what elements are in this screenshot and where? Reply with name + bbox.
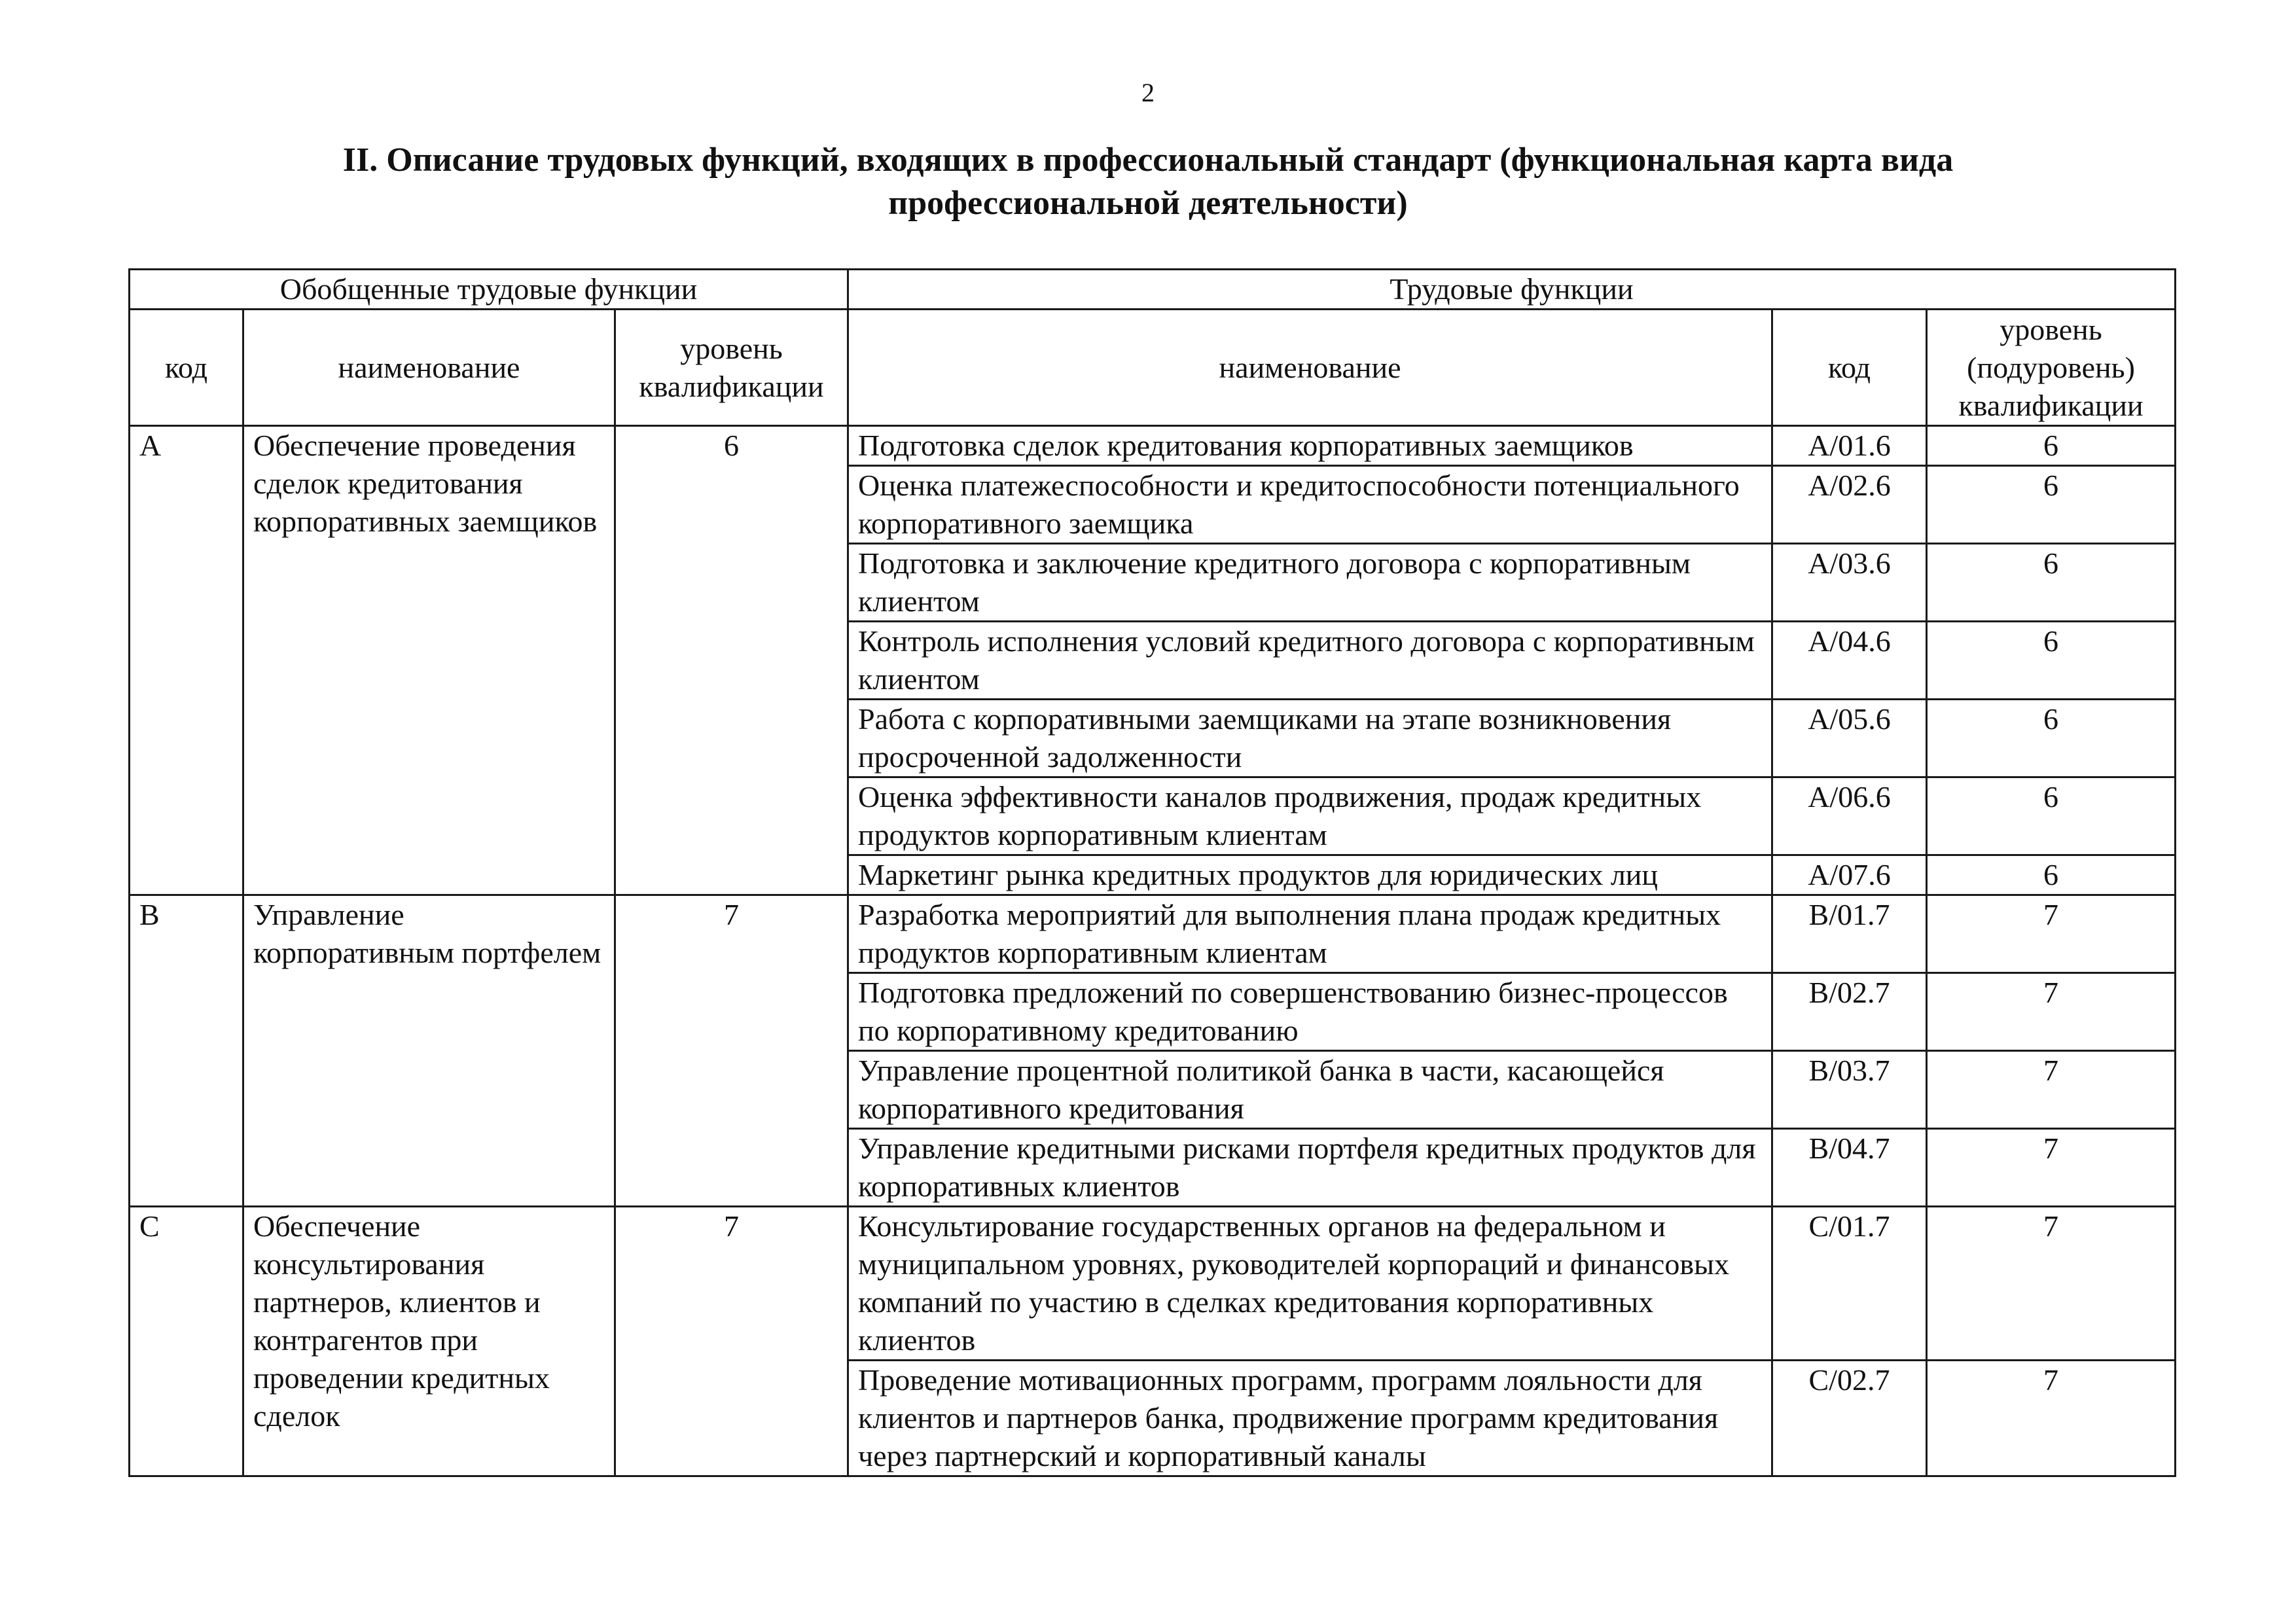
table-body bbox=[130, 426, 2176, 1476]
function-level: 7 bbox=[1927, 1361, 2176, 1476]
header-labor-functions: Трудовые функции bbox=[848, 270, 2176, 310]
function-name: Управление кредитными рисками портфеля кредитных продуктов для корпоративных клиентов bbox=[848, 1129, 1772, 1207]
function-name: Консультирование государственных органов на федеральном и муниципальном уровнях, руководителей корпораций и финансовых компаний по участию в сделках кредитования корпоративных клиентов bbox=[848, 1207, 1772, 1361]
header-generalized-functions: Обобщенные трудовые функции bbox=[130, 270, 848, 310]
function-level: 7 bbox=[1927, 1129, 2176, 1207]
table-row bbox=[130, 1207, 2176, 1361]
table-header bbox=[130, 270, 2176, 426]
function-code: B/02.7 bbox=[1772, 973, 1927, 1051]
function-level: 7 bbox=[1927, 895, 2176, 973]
table-row bbox=[130, 426, 2176, 466]
function-code: A/03.6 bbox=[1772, 544, 1927, 622]
function-name: Подготовка и заключение кредитного договора с корпоративным клиентом bbox=[848, 544, 1772, 622]
function-name: Подготовка предложений по совершенствованию бизнес-процессов по корпоративному кредитованию bbox=[848, 973, 1772, 1051]
function-level: 6 bbox=[1927, 466, 2176, 544]
function-name: Работа с корпоративными заемщиками на этапе возникновения просроченной задолженности bbox=[848, 700, 1772, 777]
header-tf-level: уровень (подуровень) квалификации bbox=[1927, 310, 2176, 426]
table-row bbox=[130, 895, 2176, 973]
function-name: Оценка платежеспособности и кредитоспособности потенциального корпоративного заемщика bbox=[848, 466, 1772, 544]
functional-map-table bbox=[128, 268, 2176, 1477]
function-name: Оценка эффективности каналов продвижения, продаж кредитных продуктов корпоративным клиентам bbox=[848, 777, 1772, 855]
group-code: A bbox=[130, 426, 243, 895]
function-code: A/07.6 bbox=[1772, 855, 1927, 895]
header-gen-code: код bbox=[130, 310, 243, 426]
group-name: Обеспечение консультирования партнеров, клиентов и контрагентов при проведении кредитных сделок bbox=[243, 1207, 615, 1476]
group-level: 7 bbox=[615, 895, 848, 1207]
group-level: 6 bbox=[615, 426, 848, 895]
group-level: 7 bbox=[615, 1207, 848, 1476]
header-group-row bbox=[130, 270, 2176, 310]
function-code: A/02.6 bbox=[1772, 466, 1927, 544]
function-code: A/06.6 bbox=[1772, 777, 1927, 855]
function-level: 6 bbox=[1927, 426, 2176, 466]
header-tf-code: код bbox=[1772, 310, 1927, 426]
function-level: 6 bbox=[1927, 622, 2176, 700]
group-name: Управление корпоративным портфелем bbox=[243, 895, 615, 1207]
function-code: C/01.7 bbox=[1772, 1207, 1927, 1361]
function-level: 7 bbox=[1927, 973, 2176, 1051]
group-name: Обеспечение проведения сделок кредитования корпоративных заемщиков bbox=[243, 426, 615, 895]
header-columns-row bbox=[130, 310, 2176, 426]
header-gen-level: уровень квалификации bbox=[615, 310, 848, 426]
function-code: B/01.7 bbox=[1772, 895, 1927, 973]
function-code: B/04.7 bbox=[1772, 1129, 1927, 1207]
function-name: Управление процентной политикой банка в части, касающейся корпоративного кредитования bbox=[848, 1051, 1772, 1129]
function-name: Проведение мотивационных программ, программ лояльности для клиентов и партнеров банка, продвижение программ кредитования через партнерский и корпоративный каналы bbox=[848, 1361, 1772, 1476]
function-level: 7 bbox=[1927, 1051, 2176, 1129]
function-level: 7 bbox=[1927, 1207, 2176, 1361]
function-code: A/04.6 bbox=[1772, 622, 1927, 700]
function-name: Подготовка сделок кредитования корпоративных заемщиков bbox=[848, 426, 1772, 466]
function-level: 6 bbox=[1927, 855, 2176, 895]
page-number: 2 bbox=[1141, 78, 1155, 107]
group-code: C bbox=[130, 1207, 243, 1476]
function-code: C/02.7 bbox=[1772, 1361, 1927, 1476]
functional-map-table-wrapper bbox=[128, 268, 2174, 1477]
header-gen-name: наименование bbox=[243, 310, 615, 426]
function-level: 6 bbox=[1927, 544, 2176, 622]
page-title: II. Описание трудовых функций, входящих в профессиональный стандарт (функциональная карта вида профессиональной деятельности) bbox=[342, 141, 1954, 222]
function-name: Контроль исполнения условий кредитного договора с корпоративным клиентом bbox=[848, 622, 1772, 700]
header-tf-name: наименование bbox=[848, 310, 1772, 426]
function-level: 6 bbox=[1927, 700, 2176, 777]
group-code: B bbox=[130, 895, 243, 1207]
function-code: A/01.6 bbox=[1772, 426, 1927, 466]
function-level: 6 bbox=[1927, 777, 2176, 855]
function-code: A/05.6 bbox=[1772, 700, 1927, 777]
function-name: Разработка мероприятий для выполнения плана продаж кредитных продуктов корпоративным клиентам bbox=[848, 895, 1772, 973]
function-code: B/03.7 bbox=[1772, 1051, 1927, 1129]
function-name: Маркетинг рынка кредитных продуктов для юридических лиц bbox=[848, 855, 1772, 895]
